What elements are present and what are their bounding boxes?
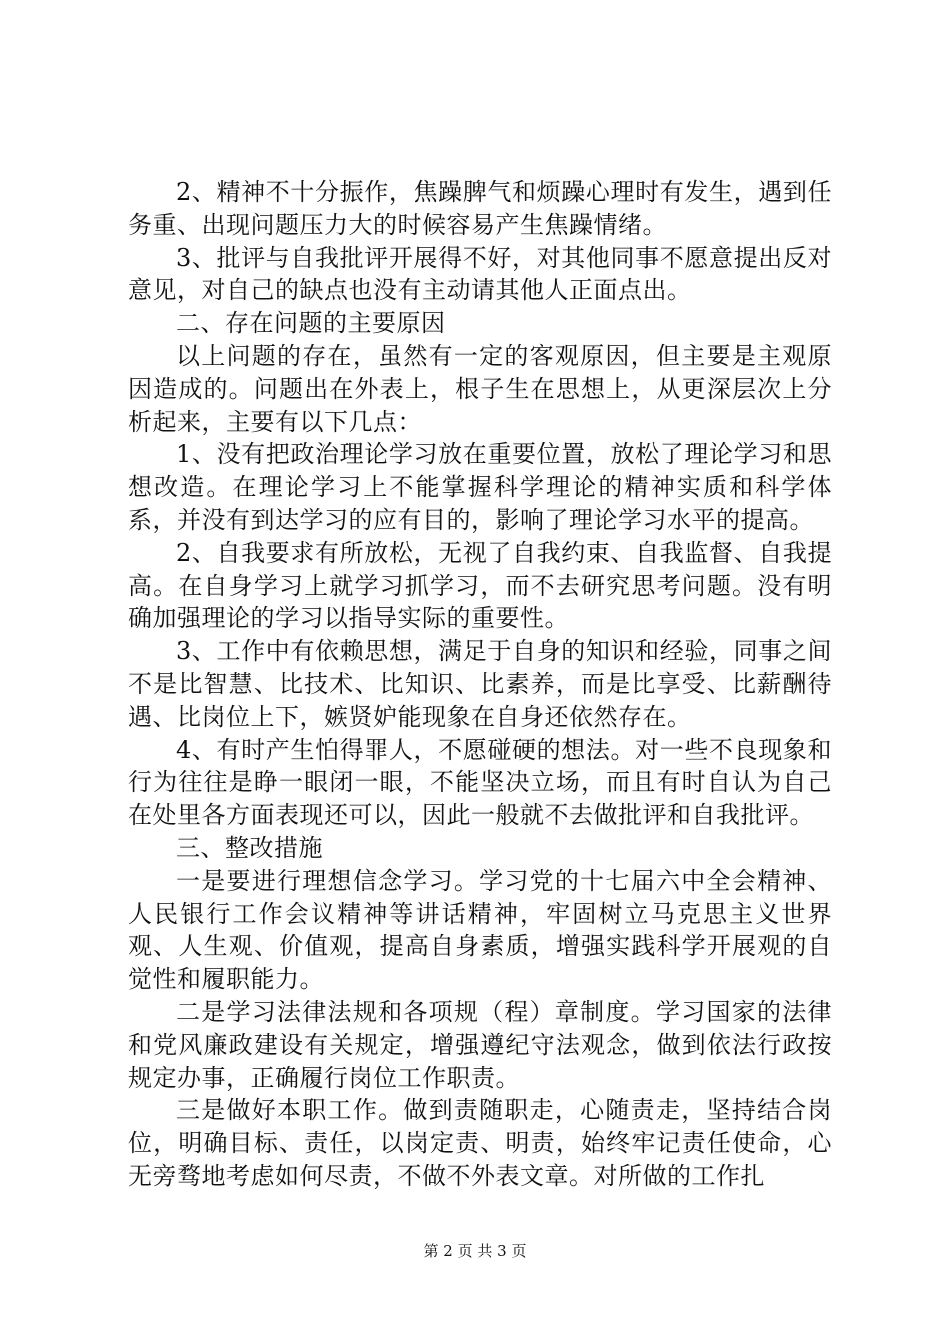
paragraph: 三是做好本职工作。做到责随职走，心随责走，坚持结合岗位，明确目标、责任，以岗定责、明责，始终牢记责任使命，心无旁骛地考虑如何尽责，不做不外表文章。对所做的工作扎 (128, 1096, 832, 1190)
paragraph: 二是学习法律法规和各项规（程）章制度。学习国家的法律和党风廉政建设有关规定，增强遵纪守法观念，做到依法行政按规定办事，正确履行岗位工作职责。 (128, 997, 832, 1092)
page-number-footer: 第 2 页 共 3 页 (423, 1242, 527, 1260)
document-body (128, 176, 832, 1193)
section-heading: 三、整改措施 (176, 833, 323, 862)
section-heading: 二、存在问题的主要原因 (176, 309, 446, 338)
paragraph: 以上问题的存在，虽然有一定的客观原因，但主要是主观原因造成的。问题出在外表上，根子生在思想上，从更深层次上分析起来，主要有以下几点： (128, 341, 832, 436)
paragraph: 3、批评与自我批评开展得不好，对其他同事不愿意提出反对意见，对自己的缺点也没有主动请其他人正面点出。 (128, 243, 832, 305)
paragraph: 2、自我要求有所放松，无视了自我约束、自我监督、自我提高。在自身学习上就学习抓学习，而不去研究思考问题。没有明确加强理论的学习以指导实际的重要性。 (128, 538, 832, 633)
paragraph: 一是要进行理想信念学习。学习党的十七届六中全会精神、人民银行工作会议精神等讲话精神，牢固树立马克思主义世界观、人生观、价值观，提高自身素质，增强实践科学开展观的自觉性和履职能力。 (128, 866, 832, 994)
paragraph: 1、没有把政治理论学习放在重要位置，放松了理论学习和思想改造。在理论学习上不能掌握科学理论的精神实质和科学体系，并没有到达学习的应有目的，影响了理论学习水平的提高。 (128, 440, 832, 534)
paragraph: 3、工作中有依赖思想，满足于自身的知识和经验，同事之间不是比智慧、比技术、比知识、比素养，而是比享受、比薪酬待遇、比岗位上下，嫉贤妒能现象在自身还依然存在。 (128, 637, 832, 731)
paragraph: 2、精神不十分振作，焦躁脾气和烦躁心理时有发生，遇到任务重、出现问题压力大的时候容易产生焦躁情绪。 (128, 178, 832, 239)
paragraph: 4、有时产生怕得罪人，不愿碰硬的想法。对一些不良现象和行为往往是睁一眼闭一眼，不能坚决立场，而且有时自认为自己在处里各方面表现还可以，因此一般就不去做批评和自我批评。 (128, 735, 832, 830)
